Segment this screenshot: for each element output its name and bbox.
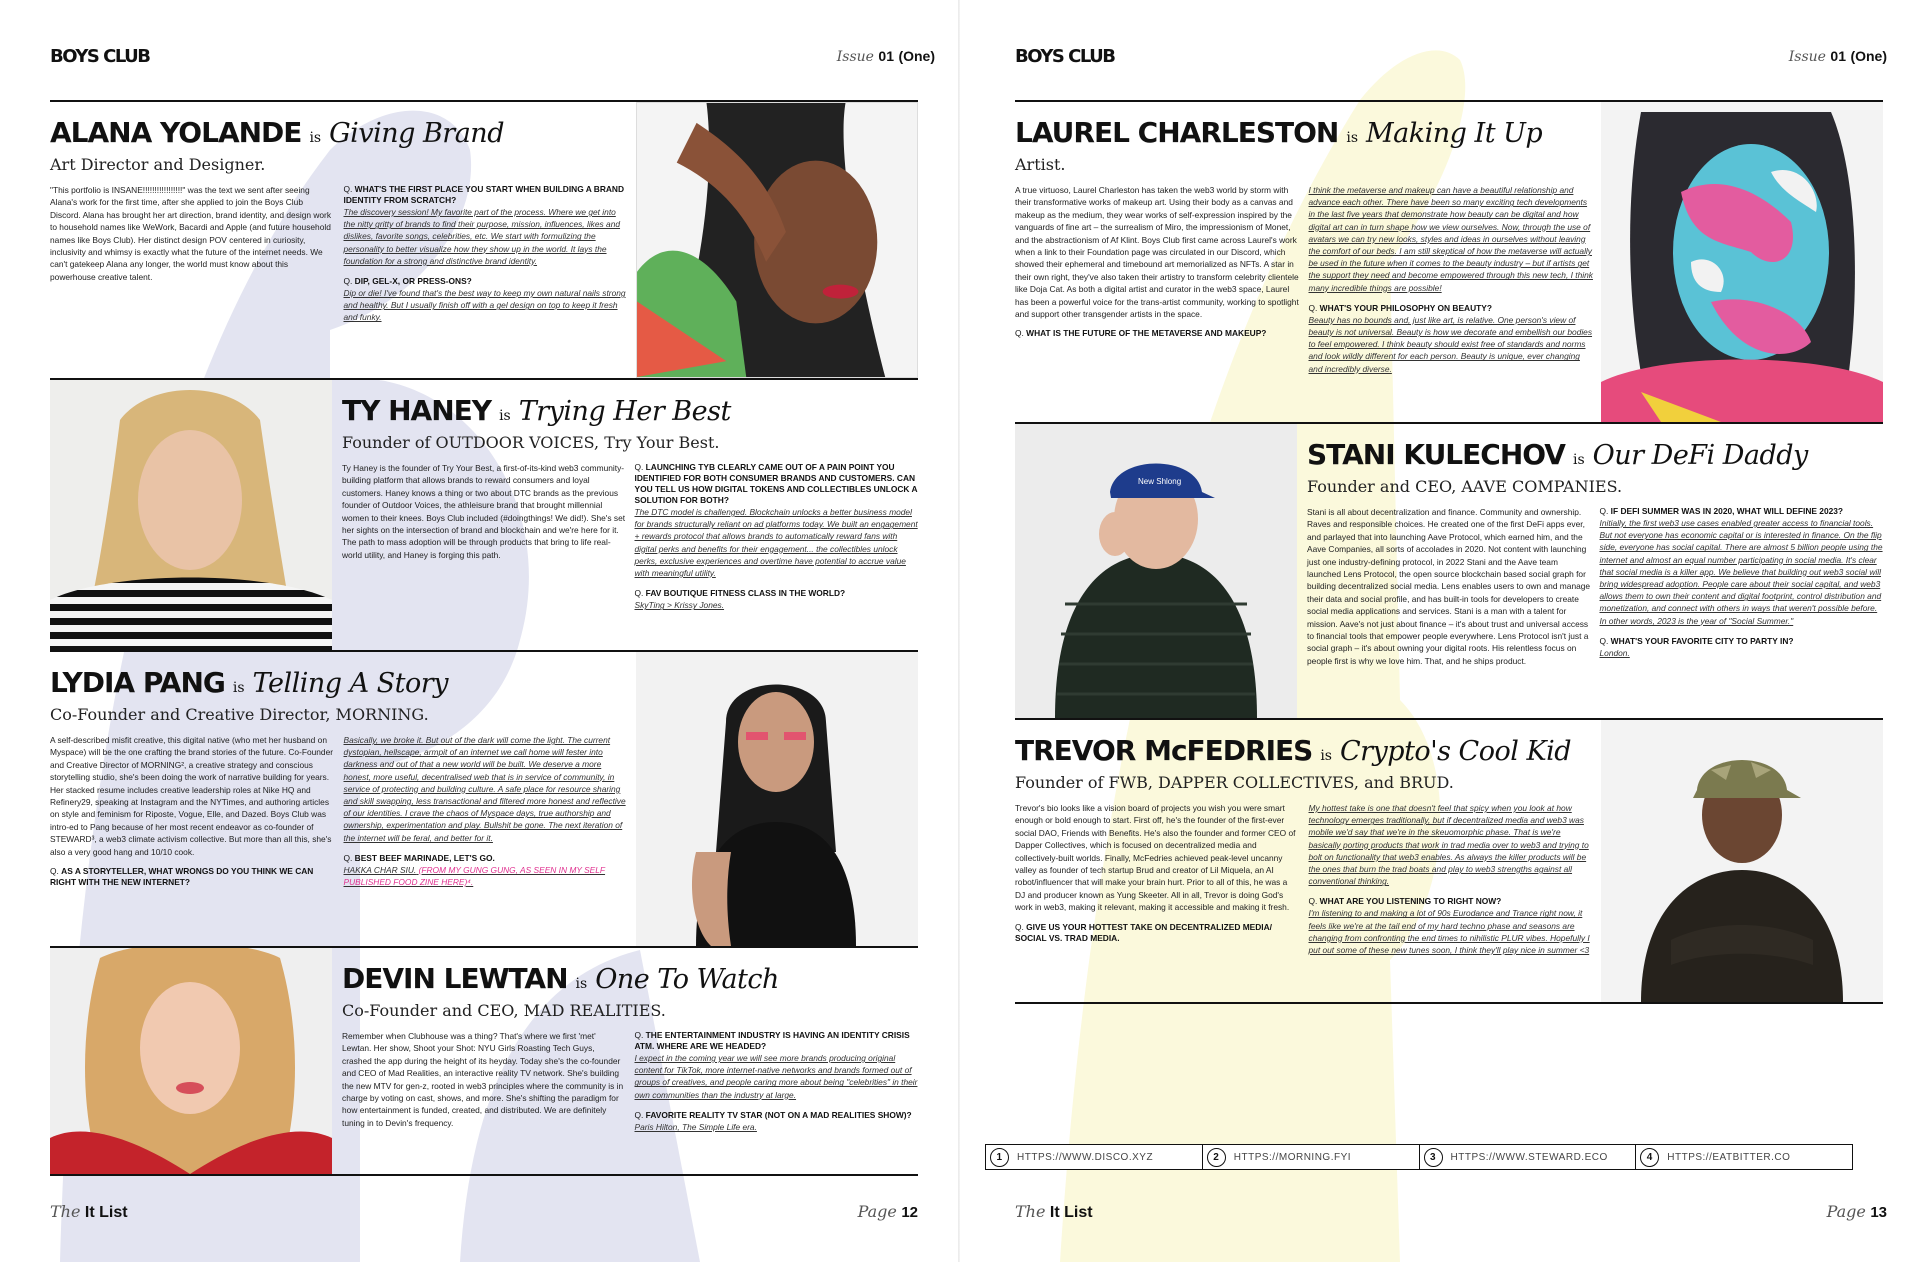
boys-club-logo: BOYS CLUB <box>50 46 150 67</box>
question: Q. DIP, GEL-X, OR PRESS-ONS? <box>344 276 629 287</box>
answer: Paris Hilton, The Simple Life era. <box>634 1121 757 1132</box>
profile-role: Founder of OUTDOOR VOICES, Try Your Best. <box>342 433 720 452</box>
profile-name: ALANA YOLANDE <box>50 116 302 149</box>
profile-role: Founder of FWB, DAPPER COLLECTIVES, and BRUD. <box>1015 773 1454 792</box>
source-link-3[interactable]: 3 HTTPS://WWW.STEWARD.ECO <box>1420 1145 1637 1169</box>
profile-role: Founder and CEO, AAVE COMPANIES. <box>1307 477 1623 496</box>
profile-trevor: TREVOR McFEDRIES is Crypto's Cool Kid Founder of FWB, DAPPER COLLECTIVES, and BRUD. Trevor's bio looks like a vision board of projects you wish you were smart enough or bold enough to start. First off, he's the founder of the first-ever social DAO, Friends with Benefits. He's also the founder and former CEO of Dapper Collectives, which is focused on decentralized media and collectively-built worlds. Finally, McFedries achieved peak-level uncanny valley as founder of tech startup Brud and creator of Lil Miquela, an AI robot/influencer that will make your brain hurt. Prior to all of this, he was a DJ and producer known as Yung Skeeter. All in all, Trevor is doing God's work in web3, making it relevant, making it accessible and making it fresh. Q. GIVE US YOUR HOTTEST TAKE ON DECENTRALIZED MEDIA/ SOCIAL VS. TRAD MEDIA. My hottest take is one that doesn't feel that spicy when you look at how technology emerges traditionally, but if decentralized media and web3 was mobile we'd say that we're in the skeuomorphic phase. That is we're basically porting products that work in trad media over to web3 and trying to bolt on functionality that web3 enables. As always the killer products will be the ones that burn the trad boats and play to web3 strengths against all conventional thinking. Q. WHAT ARE YOU LISTENING TO RIGHT NOW? I'm listening to and making a lot of 90s Eurodance and Trance right now, it feels like we're at the tail end of my hard techno phase and seasons are changing from confronting the end times to nihilistic PLUR vibes. Hopefully I put out some of these new tunes soon, I think they'll play nice in summer <3 <box>1015 718 1883 1004</box>
profile-lydia: LYDIA PANG is Telling A Story Co-Founder and Creative Director, MORNING. A self-described misfit creative, this digital native (who met her husband on Myspace) will be the one crafting the brand stories of the future. Co-Founder and Creative Director of MORNING², a creative strategy and conscious storytelling studio, she's been doing the work of narrative building for years. Her stacked resume includes creative leadership roles at Nike HQ and Refinery29, speaking at Instagram and the NYTimes, and authoring articles on style and feminism for Riposte, Vogue, Elle, and Dazed. Boys Club was intro-ed to Pang because of her most recent endeavor as co-founder of STEWARD³, a web3 climate activism collective. But more than all this, she's also a very good hang and 10/10 cook. Q. AS A STORYTELLER, WHAT WRONGS DO YOU THINK WE CAN RIGHT WITH THE NEW INTERNET? Basically, we broke it. But out of the dark will come the light. The current dystopian, hellscape, armpit of an internet we call home will fester into darkness and out of that a new world will be built. We deserve a more honest, more useful, decentralised web that is in service of community, in service of protecting and building culture. A safe place for resource sharing and skill swapping, less transactional and filtered more honest and reflective of our identities. I crave the chaos of Myspace days, true authorship and ownership, experimentation and play. Bullshit be gone. The next iteration of the internet will be feral, and better for it. Q. BEST BEEF MARINADE, LET'S GO. HAKKA CHAR SIU. (FROM MY GUNG GUNG, AS SEEN IN MY SELF PUBLISHED FOOD ZINE HERE)⁴. <box>50 650 918 946</box>
profile-bio: "This portfolio is INSANE!!!!!!!!!!!!!!!!!" was the text we sent after seeing Alana's work for the first time, after she applied to join the Boys Club Discord. Alana has brought her art direction, brand identity, and design work to household names like WeWork, Bacardi and Apple (and future household names like Boys Club). Her distinct design POV centered in curiosity, inclusivity and whimsy is exactly what the future of the internet needs. We can't gatekeep Alana any longer, the world must know about this powerhouse creative talent. <box>50 185 332 282</box>
profile-nickname: Crypto's Cool Kid <box>1339 736 1572 767</box>
issue-label: Issue 01 (One) <box>1788 48 1887 65</box>
answer: Dip or die! I've found that's the best way to keep my own natural nails strong and healthy. But I usually finish off with a gel design on top to keep it fresh and funky. <box>343 288 626 323</box>
source-link-4[interactable]: 4 HTTPS://EATBITTER.CO <box>1636 1145 1852 1169</box>
profile-bio: Stani is all about decentralization and finance. Community and ownership. Raves and responsible choices. He created one of the first DeFi apps ever, and parlayed that into launching Aave Protocol, which earned him, and the Aave Companies, all sorts of accolades in 2020. Not content with launching just one industry-defining protocol, in 2022 Stani and the Aave team launched Lens Protocol, the open source blockchain based social graph for building decentralized social media. Lens enables users to own and manage their data and social profile, and has built-in tools for developers to create social media applications and services. Stani is a man with a talent for mission. Aave's not just about finance – it's about trust and universal access to financial tools that empower people everywhere. Lens Protocol isn't just a social graph – it's about owning your digital roots. His relentless focus on people first is why we love him. That, and he ships product. <box>1307 507 1591 666</box>
profile-nickname: Our DeFi Daddy <box>1592 440 1808 471</box>
page-right <box>960 0 1920 1262</box>
answer: I expect in the coming year we will see more brands producing original content for TikTok, more internet-native networks and brands formed out of groups of creatives, and people caring more about being "celebrities" in their own communities than the industry at large. <box>634 1053 918 1100</box>
portrait-photo-stani <box>1015 424 1297 718</box>
profile-stani: New Shlong STANI KULECHOV is Our DeFi Daddy Founder and CEO, AAVE COMPANIES. Stani is all about decentralization and finance. Community and ownership. Raves and responsible choices. He created one of the first DeFi apps ever, and parlayed that into launching Aave Protocol, which earned him, and the Aave Companies, all sorts of accolades in 2020. Not content with launching just one industry-defining protocol, in 2022 Stani and the Aave team launched Lens Protocol, the open source blockchain based social graph for building decentralized social media. Lens enables users to own and manage their data and social profile, and has built-in tools for developers to create social media applications and services. Stani is a man with a talent for mission. Aave's not just about finance – it's about trust and universal access to financial tools that empower people everywhere. Lens Protocol isn't just a social graph – it's about owning your digital roots. His relentless focus on people first is why we love him. That, and he ships product. Q. IF DEFI SUMMER WAS IN 2020, WHAT WILL DEFINE 2023? Initially, the first web3 use cases enabled greater access to financial tools. But not everyone has economic capital or is interested in finance. On the flip side, everyone has social capital. There are almost 5 billion people using the internet and almost an equal number participating in social media. It's clear that social media is a killer app. We believe that building out web3 social will bring widespread adoption. People care about their social capital, and web3 allows them to own their content and digital footprint, control distribution and monetization, and connect with others in ways that weren't possible before. In other words, 2023 is the year of "Social Summer." Q. WHAT'S YOUR FAVORITE CITY TO PARTY IN? London. <box>1015 422 1883 718</box>
page-number: Page 13 <box>1826 1202 1887 1221</box>
question: Q. WHAT'S THE FIRST PLACE YOU START WHEN BUILDING A BRAND IDENTITY FROM SCRATCH? <box>344 184 629 206</box>
profile-nickname: Trying Her Best <box>518 396 731 427</box>
question: Q. FAVORITE REALITY TV STAR (NOT ON A MAD REALITIES SHOW)? <box>635 1110 919 1121</box>
source-link-1[interactable]: 1 HTTPS://WWW.DISCO.XYZ <box>986 1145 1203 1169</box>
profile-name: TREVOR McFEDRIES <box>1015 734 1313 767</box>
answer: Basically, we broke it. But out of the dark will come the light. The current dystopian, hellscape, armpit of an internet we call home will fester into darkness and out of that a new world will be built. We deserve a more honest, more useful, decentralised web that is in service of community, in service of protecting and building culture. A safe place for resource sharing and skill swapping, less transactional and filtered more honest and reflective of our identities. I crave the chaos of Myspace days, true authorship and ownership, experimentation and play. Bullshit be gone. The next iteration of the internet will be feral, and better for it. <box>343 735 626 843</box>
answer: I think the metaverse and makeup can have a beautiful relationship and advance each other. There have been so many exciting tech developments in the last five years that demonstrate how beauty can be digital and how digital art can in turn shape how we view ourselves. Now, through the use of avatars we can try new looks, styles and ideas in ourselves without leaving the comfort of our beds. I am still skeptical of how the metaverse will actually be used in the future when it comes to the beauty industry – but if artists get the support they need and become empowered through this new tech, I think many incredible things are possible! <box>1308 185 1593 293</box>
profile-role: Co-Founder and CEO, MAD REALITIES. <box>342 1001 666 1020</box>
profile-bio: A true virtuoso, Laurel Charleston has taken the web3 world by storm with their transformative works of makeup art. Using their body as a canvas and makeup as the medium, they wear works of self-expression inspired by the vanguards of fine art – the surrealism of Miro, the impressionism of Monet, and the abstractionism of Af Klint. Boys Club first came across Laurel's work when a link to their Foundation page was circulated in our Discord, which showed their ephemeral and timebound art memorialized as NFTs. A star in their own right, they've also taken their artistry to transform celebrity clientele like Doja Cat. As both a digital artist and curator in the web3 space, Laurel has been a powerful voice for the trans-artist community, working to spotlight and support other transgender artists in the space. <box>1015 185 1299 320</box>
profile-name: STANI KULECHOV <box>1307 438 1565 471</box>
question: Q. LAUNCHING TYB CLEARLY CAME OUT OF A PAIN POINT YOU IDENTIFIED FOR BOTH CONSUMER BRANDS AND CUSTOMERS. CAN YOU TELL US HOW DIGITAL TOKENS AND COLLECTIBLES UNLOCK A SOLUTION FOR BOTH? <box>635 462 919 506</box>
portrait-photo-ty <box>50 380 332 650</box>
profile-nickname: Giving Brand <box>329 118 504 149</box>
footer-title: The It List <box>50 1202 128 1221</box>
question: Q. WHAT'S YOUR FAVORITE CITY TO PARTY IN? <box>1600 636 1884 647</box>
footer-title: The It List <box>1015 1202 1093 1221</box>
profile-bio: Ty Haney is the founder of Try Your Best, a first-of-its-kind web3 community-building platform that allows brands to reward consumers and loyal customers. Haney knows a thing or two about DTC brands as the previous founder of Outdoor Voices, the athleisure brand that brought millennial women to their knees. Boys Club included (#doingthings! We did!). She's set her sights on the intersection of brand and blockchain and we're here for it. The path to mass adoption will be through products that bring to life real-world utility, and Haney is forging this path. <box>342 463 626 560</box>
source-link-2[interactable]: 2 HTTPS://MORNING.FYI <box>1203 1145 1420 1169</box>
answer: The DTC model is challenged. Blockchain unlocks a better business model for brands structurally reliant on ad platforms today. We built an engagement + rewards protocol that allows brands to automatically reward fans with digital perks and benefits for their engagement... the collectibles unlock perks, exclusive experiences and overtime have potential to accrue value with meaningful utility. <box>634 507 918 579</box>
portrait-photo-laurel <box>1601 102 1883 422</box>
question: Q. AS A STORYTELLER, WHAT WRONGS DO YOU THINK WE CAN RIGHT WITH THE NEW INTERNET? <box>50 866 335 888</box>
answer: SkyTing > Krissy Jones. <box>634 600 725 611</box>
profile-role: Art Director and Designer. <box>50 155 266 174</box>
question: Q. THE ENTERTAINMENT INDUSTRY IS HAVING AN IDENTITY CRISIS ATM. WHERE ARE WE HEADED? <box>635 1030 919 1052</box>
question: Q. WHAT'S YOUR PHILOSOPHY ON BEAUTY? <box>1309 303 1594 314</box>
answer: HAKKA CHAR SIU. <box>343 864 417 875</box>
profile-nickname: Making It Up <box>1366 118 1543 149</box>
profile-ty: TY HANEY is Trying Her Best Founder of OUTDOOR VOICES, Try Your Best. Ty Haney is the founder of Try Your Best, a first-of-its-kind web3 community-building platform that allows brands to reward consumers and loyal customers. Haney knows a thing or two about DTC brands as the previous founder of Outdoor Voices, the athleisure brand that brought millennial women to their knees. Boys Club included (#doingthings! We did!). She's set her sights on the intersection of brand and blockchain and we're here for it. The path to mass adoption will be through products that bring to life real-world utility, and Haney is forging this path. Q. LAUNCHING TYB CLEARLY CAME OUT OF A PAIN POINT YOU IDENTIFIED FOR BOTH CONSUMER BRANDS AND CUSTOMERS. CAN YOU TELL US HOW DIGITAL TOKENS AND COLLECTIBLES UNLOCK A SOLUTION FOR BOTH? The DTC model is challenged. Blockchain unlocks a better business model for brands structurally reliant on ad platforms today. We built an engagement + rewards protocol that allows brands to automatically reward fans with digital perks and benefits for their engagement... the collectibles unlock perks, exclusive experiences and overtime have potential to accrue value with meaningful utility. Q. FAV BOUTIQUE FITNESS CLASS IN THE WORLD? SkyTing > Krissy Jones. <box>50 378 918 650</box>
profile-bio: Remember when Clubhouse was a thing? That's where we first 'met' Lewtan. Her show, Shoot your Shot: NYU Girls Roasting Tech Guys, crashed the app during the height of its heyday. Today she's the co-founder and CEO of Mad Realities, an interactive reality TV network. She's building the new MTV for gen-z, rooted in web3 principles where the community is in charge by voting on cast, shows, and more. She's shifting the paradigm for how entertainment is funded, created, and distributed. We are definitely tuning in to Devin's frequency. <box>342 1031 624 1128</box>
question: Q. FAV BOUTIQUE FITNESS CLASS IN THE WORLD? <box>635 588 919 599</box>
portrait-photo-alana <box>636 102 918 378</box>
answer: Beauty has no bounds and, just like art, is relative. One person's view of beauty is not universal. Beauty is how we decorate and embellish our bodies to feel empowered. I think beauty should exist free of standards and norms and look wildly different for each person. Beauty is unique, ever changing and incredibly diverse. <box>1308 314 1593 374</box>
question: Q. WHAT IS THE FUTURE OF THE METAVERSE AND MAKEUP? <box>1015 328 1300 339</box>
issue-label: Issue 01 (One) <box>836 48 935 65</box>
profile-devin: DEVIN LEWTAN is One To Watch Co-Founder and CEO, MAD REALITIES. Remember when Clubhouse was a thing? That's where we first 'met' Lewtan. Her show, Shoot your Shot: NYU Girls Roasting Tech Guys, crashed the app during the height of its heyday. Today she's the co-founder and CEO of Mad Realities, an interactive reality TV network. She's building the new MTV for gen-z, rooted in web3 principles where the community is in charge by voting on cast, shows, and more. She's shifting the paradigm for how entertainment is funded, created, and distributed. We are definitely tuning in to Devin's frequency. Q. THE ENTERTAINMENT INDUSTRY IS HAVING AN IDENTITY CRISIS ATM. WHERE ARE WE HEADED? I expect in the coming year we will see more brands producing original content for TikTok, more internet-native networks and brands formed out of groups of creatives, and people caring more about being "celebrities" in their own communities than the industry at large. Q. FAVORITE REALITY TV STAR (NOT ON A MAD REALITIES SHOW)? Paris Hilton, The Simple Life era. <box>50 946 918 1176</box>
profile-laurel: LAUREL CHARLESTON is Making It Up Artist. A true virtuoso, Laurel Charleston has taken the web3 world by storm with their transformative works of makeup art. Using their body as a canvas and makeup as the medium, they wear works of self-expression inspired by the vanguards of fine art – the surrealism of Miro, the impressionism of Monet, and the abstractionism of Af Klint. Boys Club first came across Laurel's work when a link to their Foundation page was circulated in our Discord, which showed their ephemeral and timebound art memorialized as NFTs. A star in their own right, they've also taken their artistry to transform celebrity clientele like Doja Cat. As both a digital artist and curator in the web3 space, Laurel has been a powerful voice for the trans-artist community, working to spotlight and support other transgender artists in the space. Q. WHAT IS THE FUTURE OF THE METAVERSE AND MAKEUP? I think the metaverse and makeup can have a beautiful relationship and advance each other. There have been so many exciting tech developments in the last five years that demonstrate how beauty can be digital and how digital art can in turn shape how we view ourselves. Now, through the use of avatars we can try new looks, styles and ideas in ourselves without leaving the comfort of our beds. I am still skeptical of how the metaverse will actually be used in the future when it comes to the beauty industry – but if artists get the support they need and become empowered through this new tech, I think many incredible things are possible! Q. WHAT'S YOUR PHILOSOPHY ON BEAUTY? Beauty has no bounds and, just like art, is relative. One person's view of beauty is not universal. Beauty is how we decorate and embellish our bodies to feel empowered. I think beauty should exist free of standards and norms and look wildly different for each person. Beauty is unique, ever changing and incredibly diverse. <box>1015 100 1883 422</box>
answer-note: (FROM MY GUNG GUNG, AS SEEN IN MY SELF PUBLISHED FOOD ZINE HERE)⁴. <box>343 864 606 888</box>
answer: London. <box>1599 647 1630 658</box>
profile-role: Co-Founder and Creative Director, MORNING. <box>50 705 429 724</box>
boys-club-logo: BOYS CLUB <box>1015 46 1115 67</box>
source-links-bar <box>985 1144 1853 1170</box>
question: Q. IF DEFI SUMMER WAS IN 2020, WHAT WILL DEFINE 2023? <box>1600 506 1884 517</box>
profile-name: LAUREL CHARLESTON <box>1015 116 1339 149</box>
answer: The discovery session! My favorite part of the process. Where we get into the nitty gritty of brands to find their purpose, mission, influences, likes and dislikes, favorite songs, celebrities, etc. We start with formulizing the personality to better visualize how they show up in the world. It lays the foundation for a strong and distinctive brand identity. <box>343 207 621 266</box>
profile-nickname: Telling A Story <box>252 668 448 699</box>
answer: I'm listening to and making a lot of 90s Eurodance and Trance right now, it feels like we're at the tail end of my hard techno phase and seasons are changing from confronting the end times to nihilistic PLUR vibes. Hopefully I put out some of these new tunes soon, I think they'll play nice in summer <3 <box>1308 908 1590 956</box>
answer: My hottest take is one that doesn't feel that spicy when you look at how technology emerges traditionally, but if decentralized media and web3 was mobile we'd say that we're in the skeuomorphic phase. That is we're basically porting products that work in trad media over to web3 and trying to bolt on functionality that web3 enables. As always the killer products will be the ones that burn the trad boats and play to web3 strengths against all conventional thinking. <box>1308 803 1589 887</box>
question: Q. GIVE US YOUR HOTTEST TAKE ON DECENTRALIZED MEDIA/ SOCIAL VS. TRAD MEDIA. <box>1015 922 1300 944</box>
profile-nickname: One To Watch <box>595 964 779 995</box>
portrait-photo-trevor <box>1601 720 1883 1002</box>
portrait-photo-lydia <box>636 652 918 946</box>
profile-name: LYDIA PANG <box>50 666 225 699</box>
profile-name: DEVIN LEWTAN <box>342 962 568 995</box>
profile-role: Artist. <box>1015 155 1066 174</box>
profile-alana: ALANA YOLANDE is Giving Brand Art Director and Designer. "This portfolio is INSANE!!!!!!!!!!!!!!!!!" was the text we sent after seeing Alana's work for the first time, after she applied to join the Boys Club Discord. Alana has brought her art direction, brand identity, and design work to household names like WeWork, Bacardi and Apple (and future household names like Boys Club). Her distinct design POV centered in curiosity, inclusivity and whimsy is exactly what the future of the internet needs. We can't gatekeep Alana any longer, the world must know about this powerhouse creative talent. Q. WHAT'S THE FIRST PLACE YOU START WHEN BUILDING A BRAND IDENTITY FROM SCRATCH? The discovery session! My favorite part of the process. Where we get into the nitty gritty of brands to find their purpose, mission, influences, likes and dislikes, favorite songs, celebrities, etc. We start with formulizing the personality to better visualize how they show up in the world. It lays the foundation for a strong and distinctive brand identity. Q. DIP, GEL-X, OR PRESS-ONS? Dip or die! I've found that's the best way to keep my own natural nails strong and healthy. But I usually finish off with a gel design on top to keep it fresh and funky. <box>50 100 918 378</box>
portrait-photo-devin <box>50 948 332 1174</box>
question: Q. BEST BEEF MARINADE, LET'S GO. <box>344 853 629 864</box>
question: Q. WHAT ARE YOU LISTENING TO RIGHT NOW? <box>1309 896 1594 907</box>
answer: Initially, the first web3 use cases enabled greater access to financial tools. But not everyone has economic capital or is interested in finance. On the flip side, everyone has social capital. There are almost 5 billion people using the internet and almost an equal number participating in social media. It's clear that social media is a killer app. We believe that building out web3 social will bring widespread adoption. People care about their social capital, and web3 allows them to own their content and digital footprint, control distribution and monetization, and connect with others in ways that weren't possible before. In other words, 2023 is the year of "Social Summer." <box>1599 518 1883 626</box>
profile-name: TY HANEY <box>342 394 492 427</box>
profile-bio: A self-described misfit creative, this digital native (who met her husband on Myspace) will be the one crafting the brand stories of the future. Co-Founder and Creative Director of MORNING², a creative strategy and conscious storytelling studio, she's been doing the work of narrative building for years. Her stacked resume includes creative leadership roles at Nike HQ and Refinery29, speaking at Instagram and the NYTimes, and authoring articles on style and feminism for Riposte, Vogue, Elle, and Dazed. Boys Club was intro-ed to Pang because of her most recent endeavor as co-founder of STEWARD³, a web3 climate activism collective. But more than all this, she's also a very good hang and 10/10 cook. <box>50 735 334 857</box>
cap-logo-text: New Shlong <box>1138 477 1182 486</box>
profile-bio: Trevor's bio looks like a vision board of projects you wish you were smart enough or bold enough to start. First off, he's the founder of the first-ever social DAO, Friends with Benefits. He's also the founder and former CEO of Dapper Collectives, which is focused on decentralized media and collectively-built worlds. Finally, McFedries achieved peak-level uncanny valley as founder of tech startup Brud and creator of Lil Miquela, an AI robot/influencer that will make your brain hurt. Prior to all of this, he was a DJ and producer known as Yung Skeeter. All in all, Trevor is doing God's work in web3, making it relevant, making it accessible and making it fresh. <box>1015 803 1296 913</box>
page-number: Page 12 <box>857 1202 918 1221</box>
